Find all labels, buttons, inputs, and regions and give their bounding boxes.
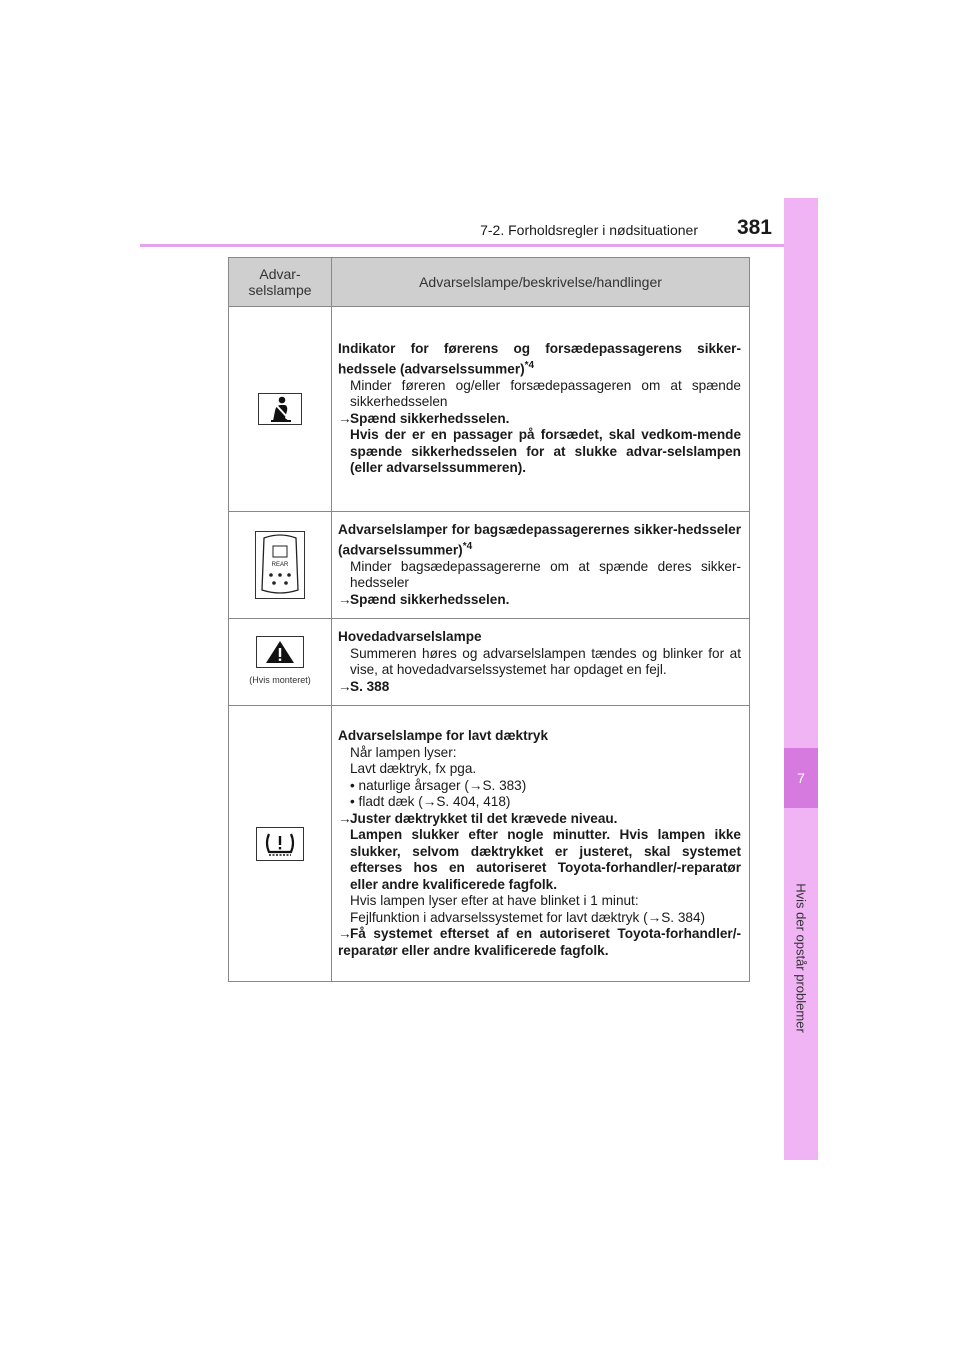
row-action: Spænd sikkerhedsselen. — [350, 591, 510, 607]
chapter-side-tab[interactable] — [784, 198, 818, 1160]
rear-label: REAR — [271, 562, 289, 569]
row-description: Summeren høres og advarselslampen tændes og blinker for at vise, at hovedadvarselssystemet har opdaget en fejl. — [350, 645, 741, 678]
rear-seatbelt-warning-icon — [255, 531, 305, 599]
arrow-icon: → — [338, 810, 352, 826]
table-row — [229, 619, 750, 706]
row-description: Minder bagsædepassagererne om at spænde deres sikker-hedsseler — [350, 558, 741, 591]
row-action-link[interactable]: S. 388 — [350, 678, 390, 694]
table-row: Advarselslampe for lavt dæktryk Når lampen lyser: Lavt dæktryk, fx pga. • naturlige årsager (→S. 383) • fladt dæk (→S. 404, 418) →Juster dæktrykket til det krævede niveau. Lampen slukker efter nogle minutter. Hvis lampen ikke slukker, selvom dæktrykket er justeret, skal systemet efterses hos en autoriseret Toyota-forhandler/-reparatør eller andre kvalificerede fagfolk. Hvis lampen lyser efter at have blinket i 1 minut: Fejlfunktion i advarselssystemet for lavt dæktryk (→S. 384) →Få systemet efterset af en autoriseret Toyota-forhandler/-reparatør eller andre kvalificerede fagfolk. — [229, 706, 750, 982]
row-action: Få systemet efterset af en autoriseret Toyota-forhandler/-reparatør eller andre kvalificerede fagfolk. — [338, 926, 741, 958]
row-title: Advarselslamper for bagsædepassagerernes sikker-hedsseler (advarselssummer) — [338, 522, 741, 558]
section-title: 7-2. Forholdsregler i nødsituationer — [480, 222, 698, 238]
arrow-icon: → — [338, 591, 352, 607]
chapter-number: 7 — [784, 748, 818, 808]
row-action-detail: Hvis der er en passager på forsædet, skal vedkom-mende spænde sikkerhedsselen for at slukke advar-selslampen (eller advarselssummeren). — [350, 427, 741, 476]
row-title: Hovedadvarselslampe — [338, 629, 482, 645]
list-item: • naturlige årsager (→S. 383) — [350, 777, 527, 793]
table-header-row — [229, 258, 750, 307]
row-action: Spænd sikkerhedsselen. — [350, 410, 510, 426]
table-row: Indikator for førerens og forsædepassagerens sikker-hedssele (advarselssummer)$^{*4}$ Minder føreren og/eller forsædepassageren om at spænde sikkerhedsselen →Spænd sikkerhedsselen. Hvis der er en passager på forsædet, skal vedkom-mende spænde sikkerhedsselen for at slukke advar-selslampen (eller advarselssummeren). — [229, 307, 750, 512]
header-warning-light: Advar- selslampe — [229, 258, 332, 307]
tire-pressure-warning-icon — [256, 827, 304, 861]
arrow-icon: → — [338, 410, 352, 426]
seatbelt-warning-icon — [258, 393, 302, 425]
table-row: REAR Advarselslamper for bagsædepassagerernes sikker-hedsseler (advarselssummer)$^{*4}$ Minder bagsædepassagererne om at spænde deres sikker-hedsseler →Spænd sikkerhedsselen. — [229, 512, 750, 619]
chapter-label: Hvis der opstår problemer — [793, 883, 809, 1033]
page-header — [140, 208, 818, 247]
row-title: Advarselslampe for lavt dæktryk — [338, 728, 549, 744]
arrow-icon: → — [338, 926, 352, 942]
row-description: Minder føreren og/eller forsædepassageren om at spænde sikkerhedsselen — [350, 377, 741, 410]
header-description: Advarselslampe/beskrivelse/handlinger — [332, 258, 750, 307]
row-action: Juster dæktrykket til det krævede niveau. — [350, 810, 618, 826]
master-warning-icon — [256, 636, 304, 668]
arrow-icon: → — [338, 678, 352, 694]
page-number: 381 — [736, 216, 772, 239]
row-title: Indikator for førerens og forsædepassagerens sikker-hedssele (advarselssummer) — [338, 341, 741, 377]
list-item: • fladt dæk (→S. 404, 418) — [350, 794, 511, 810]
row-action-detail: Lampen slukker efter nogle minutter. Hvis lampen ikke slukker, selvom dæktrykket er justeret, skal systemet efterses hos en autoriseret Toyota-forhandler/-reparatør eller andre kvalificerede fagfolk. — [350, 827, 741, 892]
warning-lights-table — [228, 257, 750, 982]
optional-note: (Hvis monteret) — [249, 674, 311, 685]
